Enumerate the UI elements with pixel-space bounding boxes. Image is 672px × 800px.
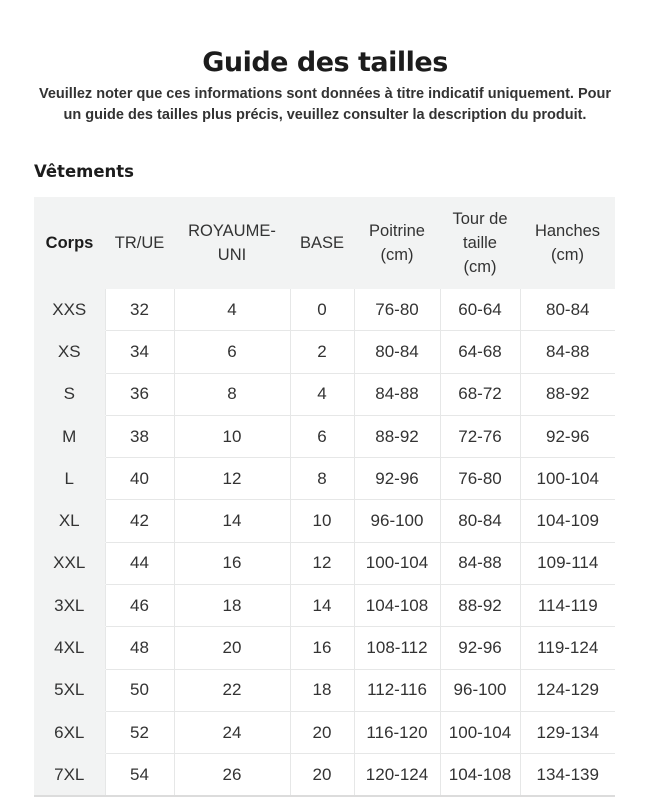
table-cell: 34 xyxy=(105,331,174,373)
column-header-hanches: Hanches (cm) xyxy=(520,197,615,289)
table-cell: 68-72 xyxy=(440,373,520,415)
table-cell: 42 xyxy=(105,500,174,542)
table-cell: 112-116 xyxy=(354,669,440,711)
table-row xyxy=(34,754,615,796)
column-header-tour-de-taille: Tour de taille (cm) xyxy=(440,197,520,289)
table-cell: 80-84 xyxy=(440,500,520,542)
table-cell: 38 xyxy=(105,415,174,457)
table-cell: 18 xyxy=(290,669,354,711)
bottom-divider xyxy=(34,795,615,797)
table-cell: 48 xyxy=(105,627,174,669)
table-cell: 80-84 xyxy=(520,289,615,331)
table-cell: 52 xyxy=(105,711,174,753)
table-cell: 108-112 xyxy=(354,627,440,669)
table-cell: 104-108 xyxy=(354,585,440,627)
table-cell: 92-96 xyxy=(440,627,520,669)
table-cell: 44 xyxy=(105,542,174,584)
table-cell: 36 xyxy=(105,373,174,415)
table-cell: 104-108 xyxy=(440,754,520,796)
table-cell: 16 xyxy=(290,627,354,669)
table-cell: 14 xyxy=(290,585,354,627)
table-cell: 40 xyxy=(105,458,174,500)
table-cell: 4 xyxy=(174,289,290,331)
table-cell: 92-96 xyxy=(354,458,440,500)
table-cell: 72-76 xyxy=(440,415,520,457)
table-cell: 22 xyxy=(174,669,290,711)
table-cell: 96-100 xyxy=(440,669,520,711)
size-table xyxy=(34,197,615,797)
table-cell: 18 xyxy=(174,585,290,627)
table-row xyxy=(34,373,615,415)
size-label-cell: XXL xyxy=(34,542,105,584)
size-label-cell: M xyxy=(34,415,105,457)
column-header-base: BASE xyxy=(290,197,354,289)
table-cell: 114-119 xyxy=(520,585,615,627)
table-cell: 32 xyxy=(105,289,174,331)
table-cell: 120-124 xyxy=(354,754,440,796)
table-cell: 88-92 xyxy=(520,373,615,415)
size-label-cell: 7XL xyxy=(34,754,105,796)
table-cell: 100-104 xyxy=(354,542,440,584)
table-row xyxy=(34,627,615,669)
table-cell: 50 xyxy=(105,669,174,711)
size-label-cell: 4XL xyxy=(34,627,105,669)
table-row xyxy=(34,289,615,331)
table-cell: 6 xyxy=(290,415,354,457)
table-cell: 100-104 xyxy=(520,458,615,500)
table-cell: 116-120 xyxy=(354,711,440,753)
table-row xyxy=(34,669,615,711)
table-cell: 100-104 xyxy=(440,711,520,753)
table-cell: 134-139 xyxy=(520,754,615,796)
table-cell: 10 xyxy=(290,500,354,542)
size-table-header xyxy=(34,197,615,289)
table-cell: 76-80 xyxy=(354,289,440,331)
table-cell: 84-88 xyxy=(440,542,520,584)
table-cell: 14 xyxy=(174,500,290,542)
table-row xyxy=(34,415,615,457)
table-cell: 60-64 xyxy=(440,289,520,331)
table-row xyxy=(34,500,615,542)
table-cell: 80-84 xyxy=(354,331,440,373)
column-header-corps: Corps xyxy=(34,197,105,289)
table-cell: 64-68 xyxy=(440,331,520,373)
table-cell: 46 xyxy=(105,585,174,627)
table-cell: 10 xyxy=(174,415,290,457)
table-row xyxy=(34,711,615,753)
table-row xyxy=(34,585,615,627)
column-header-poitrine: Poitrine (cm) xyxy=(354,197,440,289)
size-label-cell: XL xyxy=(34,500,105,542)
table-row xyxy=(34,542,615,584)
table-cell: 20 xyxy=(290,754,354,796)
table-cell: 92-96 xyxy=(520,415,615,457)
table-cell: 20 xyxy=(174,627,290,669)
table-cell: 6 xyxy=(174,331,290,373)
size-label-cell: L xyxy=(34,458,105,500)
table-cell: 124-129 xyxy=(520,669,615,711)
table-cell: 129-134 xyxy=(520,711,615,753)
table-row xyxy=(34,331,615,373)
table-cell: 88-92 xyxy=(440,585,520,627)
section-title-clothing: Vêtements xyxy=(34,162,134,181)
table-cell: 119-124 xyxy=(520,627,615,669)
header-row xyxy=(34,197,615,289)
table-cell: 88-92 xyxy=(354,415,440,457)
table-cell: 26 xyxy=(174,754,290,796)
table-cell: 54 xyxy=(105,754,174,796)
column-header-royaume-uni: ROYAUME- UNI xyxy=(174,197,290,289)
table-cell: 8 xyxy=(290,458,354,500)
table-cell: 4 xyxy=(290,373,354,415)
size-label-cell: 5XL xyxy=(34,669,105,711)
table-cell: 20 xyxy=(290,711,354,753)
table-cell: 12 xyxy=(290,542,354,584)
table-cell: 84-88 xyxy=(354,373,440,415)
page-title: Guide des tailles xyxy=(202,47,448,78)
table-cell: 2 xyxy=(290,331,354,373)
table-cell: 8 xyxy=(174,373,290,415)
table-cell: 0 xyxy=(290,289,354,331)
table-cell: 84-88 xyxy=(520,331,615,373)
table-cell: 109-114 xyxy=(520,542,615,584)
size-table-body xyxy=(34,289,615,796)
table-cell: 12 xyxy=(174,458,290,500)
size-label-cell: S xyxy=(34,373,105,415)
table-cell: 104-109 xyxy=(520,500,615,542)
table-cell: 96-100 xyxy=(354,500,440,542)
size-label-cell: XS xyxy=(34,331,105,373)
table-cell: 16 xyxy=(174,542,290,584)
column-header-tr-ue: TR/UE xyxy=(105,197,174,289)
page-subtitle: Veuillez noter que ces informations sont données à titre indicatif uniquement. Pour un guide des tailles plus précis, veuillez consulter la description du produit. xyxy=(38,86,612,123)
table-cell: 76-80 xyxy=(440,458,520,500)
table-cell: 24 xyxy=(174,711,290,753)
size-label-cell: XXS xyxy=(34,289,105,331)
size-label-cell: 6XL xyxy=(34,711,105,753)
size-label-cell: 3XL xyxy=(34,585,105,627)
table-row xyxy=(34,458,615,500)
